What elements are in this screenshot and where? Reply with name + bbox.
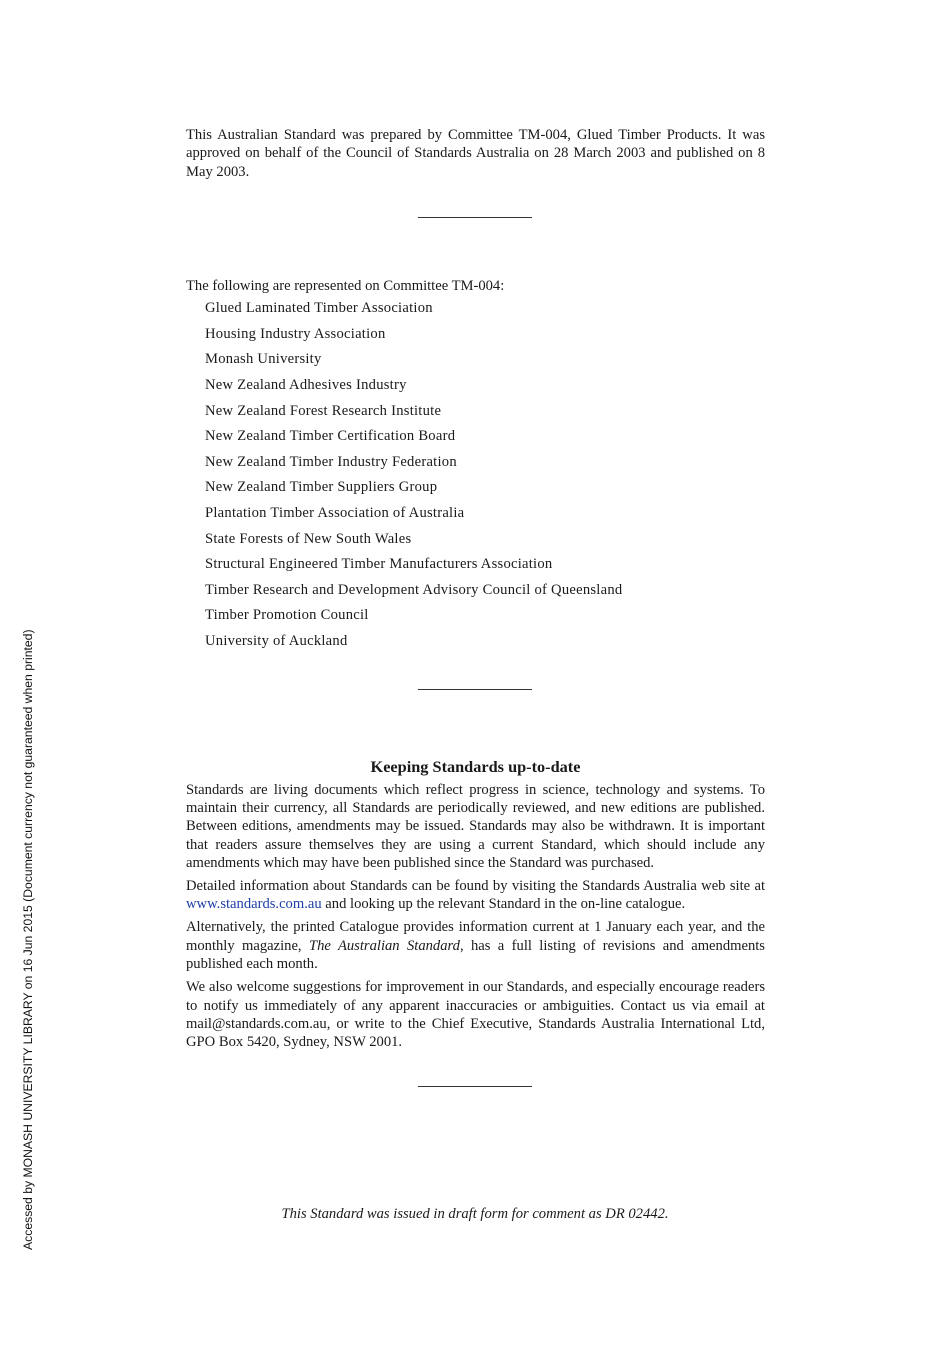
catalogue-text-start: Alternatively, the printed Catalogue provides information current at 1 January each year, and the monthly magazine, xyxy=(186,919,765,954)
committee-member: Timber Promotion Council xyxy=(205,607,369,624)
committee-member: Housing Industry Association xyxy=(205,325,386,342)
document-page xyxy=(186,126,765,1087)
committee-member: University of Auckland xyxy=(205,632,348,649)
magazine-title: The Australian Standard xyxy=(308,937,460,954)
committee-member: New Zealand Timber Industry Federation xyxy=(205,453,457,470)
committee-heading: The following are represented on Committee TM-004: xyxy=(186,278,505,295)
committee-member: New Zealand Adhesives Industry xyxy=(205,377,407,393)
catalogue-paragraph xyxy=(186,918,765,973)
living-documents-paragraph: Standards are living documents which reflect progress in science, technology and systems. To maintain their currency, all Standards are periodically reviewed, and new editions are published. Between editions, amendments may be issued. Standards may also be withdrawn. It is important that readers assure themselves they are using a current Standard, which should include any amendments which may have been published since the Standard was purchased. xyxy=(186,781,765,872)
committee-member: New Zealand Timber Certification Board xyxy=(205,428,456,445)
standards-website-link[interactable]: www.standards.com.au xyxy=(186,896,322,913)
draft-note: This Standard was issued in draft form for comment as DR 02442. xyxy=(281,1206,669,1222)
section-divider xyxy=(418,689,532,690)
committee-member: Plantation Timber Association of Australia xyxy=(205,504,465,521)
web-site-text-start: Detailed information about Standards can be found by visiting the Standards Australia web site at xyxy=(186,878,765,895)
catalogue-text-end: , has a full listing of revisions and amendments published each month. xyxy=(186,937,765,973)
web-site-text-end: and looking up the relevant Standard in the on-line catalogue. xyxy=(321,896,686,913)
committee-member: Monash University xyxy=(205,351,322,368)
web-site-paragraph xyxy=(186,877,765,914)
committee-member: New Zealand Timber Suppliers Group xyxy=(205,479,438,496)
section-divider xyxy=(418,1086,532,1087)
committee-member: Structural Engineered Timber Manufacturers Association xyxy=(205,556,553,573)
keeping-standards-heading: Keeping Standards up-to-date xyxy=(370,756,581,776)
committee-member: Glued Laminated Timber Association xyxy=(205,300,433,317)
access-stamp: Accessed by MONASH UNIVERSITY LIBRARY on 16 Jun 2015 (Document currency not guaranteed when printed) xyxy=(21,629,35,1250)
suggestions-paragraph: We also welcome suggestions for improvement in our Standards, and especially encourage readers to notify us immediately of any apparent inaccuracies or ambiguities. Contact us via email at mail@standards.com.au, or write to the Chief Executive, Standards Australia International Ltd, GPO Box 5420, Sydney, NSW 2001. xyxy=(186,979,765,1051)
committee-member: Timber Research and Development Advisory Council of Queensland xyxy=(205,581,623,598)
committee-member-list xyxy=(186,296,765,654)
committee-member: State Forests of New South Wales xyxy=(205,530,412,547)
committee-member: New Zealand Forest Research Institute xyxy=(205,402,442,419)
approval-paragraph: This Australian Standard was prepared by Committee TM-004, Glued Timber Products. It was approved on behalf of the Council of Standards Australia on 28 March 2003 and published on 8 May 2003. xyxy=(186,127,765,180)
section-divider xyxy=(418,217,532,218)
